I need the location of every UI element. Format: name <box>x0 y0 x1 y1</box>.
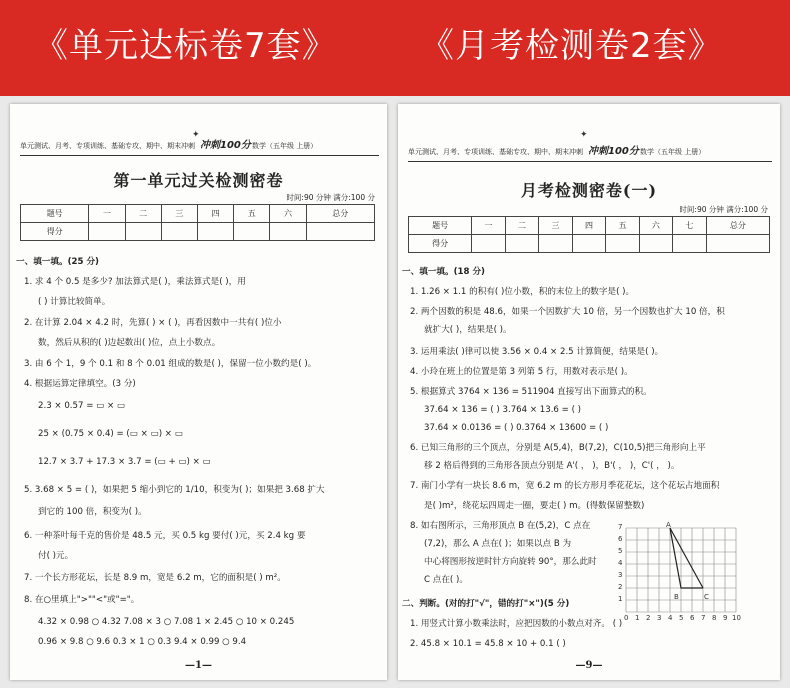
question-line: 5. 3.68 × 5 = ( )，如果把 5 缩小到它的 1/10，积变为( )；如果把 3.68 扩大 <box>24 485 325 495</box>
score-blank <box>234 223 270 241</box>
page-title: 第一单元过关检测密卷 <box>113 171 284 190</box>
score-value-row <box>409 235 770 253</box>
x-tick: 0 <box>624 614 629 622</box>
y-tick: 6 <box>618 535 623 543</box>
score-blank <box>197 223 233 241</box>
page-header <box>408 144 772 160</box>
y-tick: 4 <box>618 559 623 567</box>
section-title: 一、填一填。(25 分) <box>16 257 99 267</box>
question-line: 12.7 × 3.7 + 17.3 × 3.7 = (▭ + ▭) × ▭ <box>38 457 211 467</box>
score-value-row <box>21 223 375 241</box>
score-cell: 二 <box>505 217 538 235</box>
score-cell: 题号 <box>409 217 472 235</box>
question-line: 就扩大( )，结果是( )。 <box>424 325 512 335</box>
y-tick: 7 <box>618 523 623 531</box>
x-tick: 3 <box>657 614 662 622</box>
time-score-line: 时间:90 分钟 满分:100 分 <box>286 193 375 202</box>
banner-left-title: 《单元达标卷7套》 <box>34 26 337 66</box>
x-tick: 5 <box>679 614 684 622</box>
question-line: 是( )m²，绕花坛四周走一圈，要走( ) m。(得数保留整数) <box>424 501 645 511</box>
grid-lines <box>626 528 736 612</box>
question-line: 7. 南门小学有一块长 8.6 m，宽 6.2 m 的长方形月季花花坛，这个花坛占地面积 <box>410 481 720 491</box>
sparkle-icon: ✦ <box>580 130 588 140</box>
score-cell: 二 <box>125 205 161 223</box>
x-tick: 4 <box>668 614 673 622</box>
score-blank <box>161 223 197 241</box>
question-line: 4.32 × 0.98 ○ 4.32 7.08 × 3 ○ 7.08 1 × 2.45 ○ 10 × 0.245 <box>38 617 295 627</box>
score-blank <box>125 223 161 241</box>
question-line: 3. 由 6 个 1，9 个 0.1 和 8 个 0.01 组成的数是( )，保留一位小数约是( )。 <box>24 359 317 369</box>
banner-right-title: 《月考检测卷2套》 <box>420 26 723 66</box>
coordinate-grid <box>616 518 746 622</box>
x-tick-labels <box>624 614 741 622</box>
score-blank <box>306 223 374 241</box>
page-number: —1— <box>185 660 212 671</box>
x-tick: 6 <box>690 614 695 622</box>
book-name: 数学（五年级 上册） <box>640 148 706 156</box>
question-line: 6. 一种茶叶每千克的售价是 48.5 元，买 0.5 kg 要付( )元，买 2.4 kg 要 <box>24 531 306 541</box>
question-line: 8. 如右图所示，三角形顶点 B 在(5,2)，C 点在 <box>410 521 591 531</box>
grid-svg <box>616 518 746 622</box>
page-number: —9— <box>575 660 603 671</box>
question-line: ( ) 计算比较简单。 <box>38 297 111 307</box>
book-name: 数学（五年级 上册） <box>252 142 318 150</box>
question-line: 数，然后从积的( )边起数出( )位，点上小数点。 <box>38 338 221 348</box>
question-line: 移 2 格后得到的三角形各顶点分别是 A'( ， )，B'( ， )，C'( ， )。 <box>424 461 680 471</box>
score-cell: 六 <box>270 205 306 223</box>
score-cell: 题号 <box>21 205 89 223</box>
header-tags: 单元测试、月考、专项训练、基础专攻、期中、期末冲刺 <box>20 142 195 150</box>
score-cell: 三 <box>539 217 572 235</box>
sparkle-icon: ✦ <box>192 130 200 140</box>
header-banner <box>0 0 790 96</box>
question-line: 25 × (0.75 × 0.4) = (▭ × ▭) × ▭ <box>38 429 183 439</box>
x-tick: 10 <box>732 614 741 622</box>
section-title: 一、填一填。(18 分) <box>402 267 485 277</box>
score-table <box>20 204 375 241</box>
score-cell: 六 <box>639 217 672 235</box>
score-header-row <box>409 217 770 235</box>
score-row-label: 得分 <box>409 235 472 253</box>
score-blank <box>606 235 639 253</box>
section-title: 二、判断。(对的打"√"，错的打"×")(5 分) <box>402 599 570 609</box>
score-cell: 四 <box>572 217 605 235</box>
x-tick: 8 <box>712 614 717 622</box>
question-line: 2. 45.8 × 10.1 = 45.8 × 10 + 0.1 ( ) <box>410 639 566 649</box>
score-cell: 一 <box>89 205 125 223</box>
score-table <box>408 216 770 253</box>
exam-page-left <box>10 104 387 680</box>
x-tick: 1 <box>635 614 640 622</box>
score-blank <box>673 235 706 253</box>
x-tick: 7 <box>701 614 706 622</box>
y-tick: 3 <box>618 571 623 579</box>
score-cell: 七 <box>673 217 706 235</box>
time-score-line: 时间:90 分钟 满分:100 分 <box>679 205 768 214</box>
grid-point-label: C <box>704 593 709 601</box>
score-blank <box>539 235 572 253</box>
score-cell: 五 <box>606 217 639 235</box>
score-blank <box>706 235 769 253</box>
score-blank <box>89 223 125 241</box>
grid-point-label: B <box>674 593 679 601</box>
y-tick: 5 <box>618 547 623 555</box>
question-line: 中心将图形按逆时针方向旋转 90°，那么此时 <box>424 557 597 567</box>
page-title: 月考检测密卷(一) <box>520 181 658 200</box>
question-line: 2.3 × 0.57 = ▭ × ▭ <box>38 401 126 411</box>
question-line: 2. 两个因数的积是 48.6，如果一个因数扩大 10 倍，另一个因数也扩大 10 倍，积 <box>410 307 725 317</box>
header-tags: 单元测试、月考、专项训练、基础专攻、期中、期末冲刺 <box>408 148 583 156</box>
score-cell: 一 <box>472 217 505 235</box>
question-line: 37.64 × 136 = ( ) 3.764 × 13.6 = ( ) <box>424 405 582 415</box>
page-header <box>20 138 379 154</box>
question-line: 5. 根据算式 3764 × 136 = 511904 直接写出下面算式的积。 <box>410 387 652 397</box>
question-line: 2. 在计算 2.04 × 4.2 时，先算( ) × ( )，再看因数中一共有( )位小 <box>24 318 282 328</box>
question-line: 6. 已知三角形的三个顶点，分别是 A(5,4)，B(7,2)，C(10,5)把三角形向上平 <box>410 443 706 453</box>
question-line: 3. 运用乘法( )律可以使 3.56 × 0.4 × 2.5 计算简便，结果是( )。 <box>410 347 664 357</box>
question-line: 0.96 × 9.8 ○ 9.6 0.3 × 1 ○ 0.3 9.4 × 0.99 ○ 9.4 <box>38 637 247 647</box>
question-line: C 点在( )。 <box>424 575 468 585</box>
question-line: 1. 求 4 个 0.5 是多少? 加法算式是( )，乘法算式是( )，用 <box>24 277 246 287</box>
score-blank <box>572 235 605 253</box>
header-divider <box>20 155 379 156</box>
question-line: 到它的 100 倍，积变为( )。 <box>38 507 147 517</box>
score-blank <box>505 235 538 253</box>
question-line: 4. 小玲在班上的位置是第 3 列第 5 行，用数对表示是( )。 <box>410 367 633 377</box>
question-line: 7. 一个长方形花坛，长是 8.9 m，宽是 6.2 m，它的面积是( ) m²。 <box>24 573 286 583</box>
score-row-label: 得分 <box>21 223 89 241</box>
score-blank <box>639 235 672 253</box>
question-line: (7,2)，那么 A 点在( )；如果以点 B 为 <box>424 539 572 549</box>
score-blank <box>270 223 306 241</box>
question-line: 1. 1.26 × 1.1 的积有( )位小数，积的末位上的数字是( )。 <box>410 287 635 297</box>
y-tick: 2 <box>618 583 623 591</box>
exam-page-right <box>398 104 780 680</box>
header-divider <box>408 161 772 162</box>
score-cell: 四 <box>197 205 233 223</box>
score-cell: 总分 <box>306 205 374 223</box>
question-line: 付( )元。 <box>38 551 74 561</box>
x-tick: 9 <box>723 614 728 622</box>
question-line: 37.64 × 0.0136 = ( ) 0.3764 × 13600 = ( ) <box>424 423 609 433</box>
question-line: 4. 根据运算定律填空。(3 分) <box>24 379 136 389</box>
question-line: 8. 在○里填上">""<"或"="。 <box>24 595 140 605</box>
y-tick-labels <box>618 523 623 603</box>
score-cell: 五 <box>234 205 270 223</box>
brand-logo: 冲刺100分 <box>200 140 251 151</box>
score-cell: 三 <box>161 205 197 223</box>
score-header-row <box>21 205 375 223</box>
y-tick: 1 <box>618 595 623 603</box>
grid-point-label: A <box>666 521 671 529</box>
brand-logo: 冲刺100分 <box>588 146 639 157</box>
score-cell: 总分 <box>706 217 769 235</box>
x-tick: 2 <box>646 614 651 622</box>
question-line: 1. 用竖式计算小数乘法时，应把因数的小数点对齐。 ( ) <box>410 619 623 629</box>
score-blank <box>472 235 505 253</box>
